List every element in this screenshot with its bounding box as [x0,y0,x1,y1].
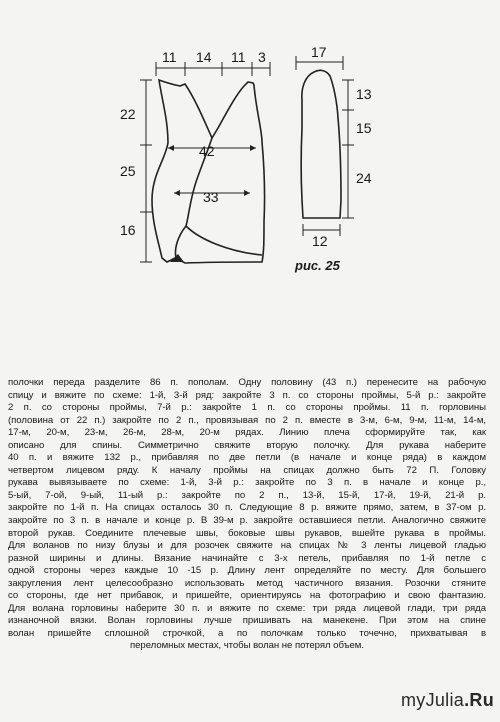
text-line: со стороны, где нет прибавок, и пришейте, ориентируясь на фотографию и свою фантазию. [8,590,486,602]
text-line: спицу и вяжите по схеме: 1-й, 3-й ряд: закройте 3 п. со стороны проймы, 5-й р.: закройте [8,389,486,401]
text-line: (половина от 22 п.) закройте по 2 п., провязывая по 2 п. вместе в 3-м, 6-м, 9-м, 11-м, 14-м, [8,414,486,426]
text-line: переломных местах, чтобы волан не потерял объем. [130,640,364,652]
watermark-prefix: my [400,690,426,710]
watermark-brand: Julia [425,690,465,710]
text-line: 2 п. со стороны проймы, 7-й р.: закройте 1 п. со стороны проймы. 11 п. горловины [8,402,486,414]
sleeve-right-dim-2: 15 [356,120,372,136]
dim-height-2: 25 [120,163,136,179]
text-line: рукава вывязываете по схеме: 1-й, 3-й р.: закройте по 3 п. в начале и конце р., [8,477,486,489]
text-line: 40 п. и вяжите 132 р., прибавляя по две петли (в начале и конце ряда) в каждом [8,452,486,464]
text-line: закройте по 3 п. в начале и конце р. В 39-м р. закройте оставшиеся петли. Аналогично свяжите [8,515,486,527]
dim-width-2: 14 [196,49,212,65]
dim-width-3: 11 [231,49,246,65]
sleeve-right-dim-1: 13 [356,86,372,102]
text-line: Для воланов по низу блузы и для розочек свяжите на спицах № 3 ленты лицевой гладью [8,540,486,552]
pattern-diagram [0,0,500,300]
text-line: Для волана горловины наберите 30 п. и вяжите по схеме: три ряда лицевой глади, три ряда [8,602,486,614]
sleeve-piece [296,44,372,249]
text-line: четвертом лицевом ряду. К началу проймы на спицах должно быть 72 П. Головку [8,464,486,476]
figure-caption: рис. 25 [295,258,340,273]
text-line: 17-м, 20-м, 23-м, 26-м, 28-м, 20-м рядах. Линию плеча сформируйте так, как [8,427,486,439]
text-line: 5-ый, 7-ой, 9-ый, 11-ый р.: закройте по 2 п., 13-й, 15-й, 17-й, 19-й, 21-й р. [8,489,486,501]
dim-width-1: 11 [162,49,177,65]
text-line: разной ширины и длины. Вязание начинайте с 3-х петель, прибавляя по 1-й петле с [8,552,486,564]
text-line: полочки переда разделите 86 п. пополам. Одну половину (43 п.) перенесите на рабочую [8,377,486,388]
dim-waist: 33 [203,189,219,205]
sleeve-bottom-dim: 12 [312,233,328,249]
dim-width-4: 3 [258,49,266,65]
text-line: второй рукав. Соедините плечевые швы, боковые швы рукавов, вшейте рукава в проймы. [8,527,486,539]
text-line: изнаночной вязки. Волан горловины лучше пришивать на манекене. При этом на спине [8,615,486,627]
text-line: одной стороны через каждые 10 -15 р. Длину лент определяйте по месту. Для большего [8,565,486,577]
text-line: закругления лент целесообразно использовать метод частичного вязания. Розочки стяните [8,577,486,589]
sleeve-right-dim-3: 24 [356,170,372,186]
text-line: описано для спины. Симметрично свяжите вторую полочку. Для рукава наберите [8,439,486,451]
instructions-text [8,377,486,653]
dim-height-3: 16 [120,222,136,238]
text-line: волан пришейте сплошной строчкой, а по полочкам только точечно, прихватывая в [8,627,486,639]
dim-height-1: 22 [120,106,136,122]
sleeve-top-dim: 17 [311,44,327,60]
text-line: закройте по 1-й п. На спицах осталось 30 п. Следующие 8 р. вяжите прямо, затем, в 37-ом р. [8,502,486,514]
site-watermark [401,690,494,711]
bodice-piece [120,49,270,263]
watermark-suffix: .Ru [464,690,494,710]
dim-bust: 42 [199,143,215,159]
